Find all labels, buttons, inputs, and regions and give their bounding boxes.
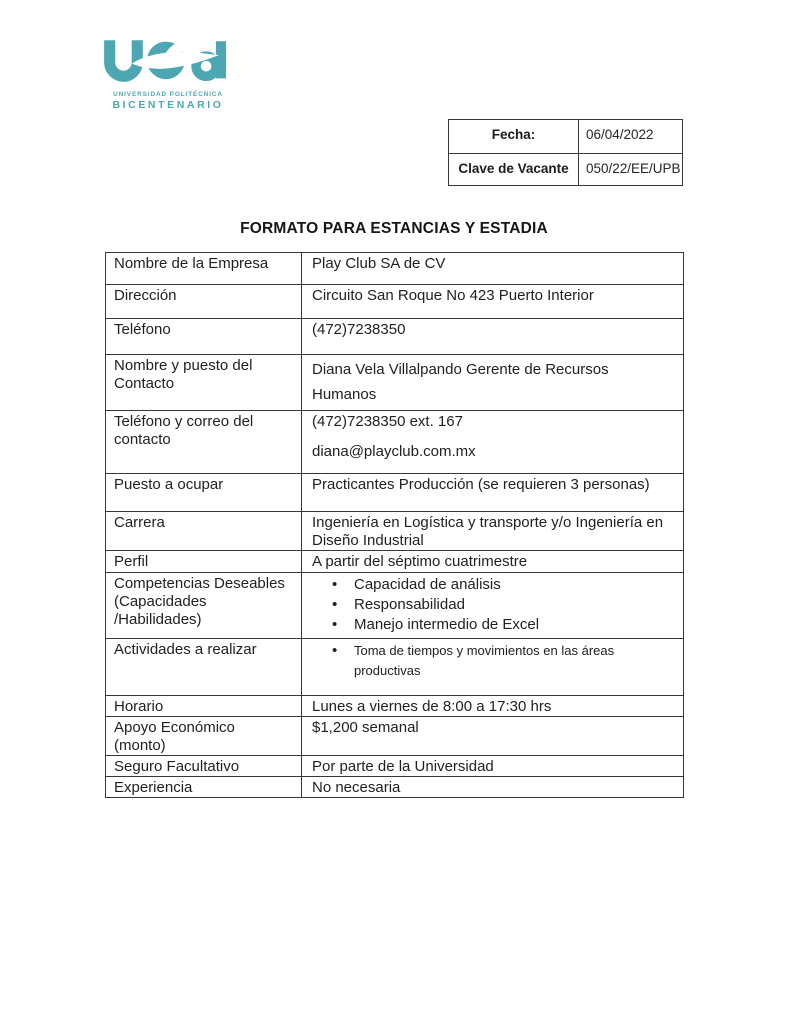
field-value-cell (302, 777, 684, 798)
value-line: $1,200 semanal (312, 719, 419, 736)
table-row (106, 551, 684, 573)
bullet-item (312, 575, 677, 595)
field-label-cell: Carrera (106, 512, 302, 551)
field-label-cell: Teléfono (106, 319, 302, 355)
table-row (106, 355, 684, 411)
meta-label-cell: Clave de Vacante (449, 154, 579, 186)
letter-u-path (110, 40, 138, 76)
bullet-item (312, 615, 677, 635)
field-label-cell: Puesto a ocupar (106, 474, 302, 512)
value-line: (472)7238350 (312, 321, 406, 338)
meta-label-cell: Fecha: (449, 120, 579, 154)
field-value-cell (302, 253, 684, 285)
bullet-dot-icon: • (332, 642, 338, 659)
meta-value-cell: 06/04/2022 (579, 120, 683, 154)
bullet-text: Toma de tiempos y movimientos en las áreas productivas (354, 643, 615, 678)
logo-bicentenario-text: BICENTENARIO (112, 99, 224, 111)
bullet-text: Capacidad de análisis (354, 576, 501, 593)
value-line: Practicantes Producción (se requieren 3 personas) (312, 476, 650, 493)
value-line: Humanos (312, 386, 377, 403)
table-row (106, 285, 684, 319)
field-label-cell: Seguro Facultativo (106, 756, 302, 777)
field-value-cell (302, 573, 684, 639)
upb-logo-mark (101, 36, 235, 89)
field-label-cell: Actividades a realizar (106, 639, 302, 696)
table-row (106, 717, 684, 756)
field-label-cell: Dirección (106, 285, 302, 319)
table-row (106, 639, 684, 696)
field-label-cell: Nombre de la Empresa (106, 253, 302, 285)
field-value-cell (302, 512, 684, 551)
table-row (106, 512, 684, 551)
table-row (106, 756, 684, 777)
bullet-dot-icon: • (332, 616, 338, 633)
bullet-dot-icon: • (332, 596, 338, 613)
upb-logo (98, 36, 238, 111)
field-value-cell (302, 717, 684, 756)
logo-university-text: UNIVERSIDAD POLITÉCNICA (113, 91, 223, 98)
field-label-cell: Teléfono y correo del contacto (106, 411, 302, 474)
bullet-text: Responsabilidad (354, 596, 465, 613)
field-label-cell: Experiencia (106, 777, 302, 798)
table-row (106, 253, 684, 285)
field-label-cell: Nombre y puesto del Contacto (106, 355, 302, 411)
bullet-text: Manejo intermedio de Excel (354, 616, 540, 633)
field-label-cell: Competencias Deseables (Capacidades /Habilidades) (106, 573, 302, 639)
bullet-item (312, 641, 677, 681)
vacancy-table (105, 252, 684, 798)
value-line: Circuito San Roque No 423 Puerto Interior (312, 287, 594, 304)
field-label-cell: Apoyo Económico (monto) (106, 717, 302, 756)
table-row (106, 319, 684, 355)
field-value-cell (302, 474, 684, 512)
value-line: Diana Vela Villalpando Gerente de Recursos (312, 361, 609, 378)
field-value-cell (302, 639, 684, 696)
meta-value-cell: 050/22/EE/UPB (579, 154, 683, 186)
bullet-item (312, 595, 677, 615)
value-line: No necesaria (312, 779, 401, 796)
value-line: Play Club SA de CV (312, 255, 446, 272)
value-line: Lunes a viernes de 8:00 a 17:30 hrs (312, 698, 552, 715)
meta-table (448, 119, 683, 186)
document-title: FORMATO PARA ESTANCIAS Y ESTADIA (240, 220, 548, 237)
value-line: Ingeniería en Logística y transporte y/o Ingeniería en (312, 514, 664, 531)
table-row (106, 411, 684, 474)
value-line: A partir del séptimo cuatrimestre (312, 553, 528, 570)
table-row (106, 573, 684, 639)
field-label-cell: Horario (106, 696, 302, 717)
value-line: diana@playclub.com.mx (312, 443, 476, 460)
bullet-dot-icon: • (332, 576, 338, 593)
value-line: Diseño Industrial (312, 532, 424, 549)
table-row (106, 777, 684, 798)
field-value-cell (302, 411, 684, 474)
field-value-cell (302, 355, 684, 411)
field-value-cell (302, 319, 684, 355)
field-value-cell (302, 285, 684, 319)
value-line: Por parte de la Universidad (312, 758, 494, 775)
value-line: (472)7238350 ext. 167 (312, 413, 463, 430)
meta-row (449, 154, 683, 186)
table-row (106, 474, 684, 512)
field-label-cell: Perfil (106, 551, 302, 573)
field-value-cell (302, 696, 684, 717)
field-value-cell (302, 756, 684, 777)
table-row (106, 696, 684, 717)
field-value-cell (302, 551, 684, 573)
meta-row (449, 120, 683, 154)
